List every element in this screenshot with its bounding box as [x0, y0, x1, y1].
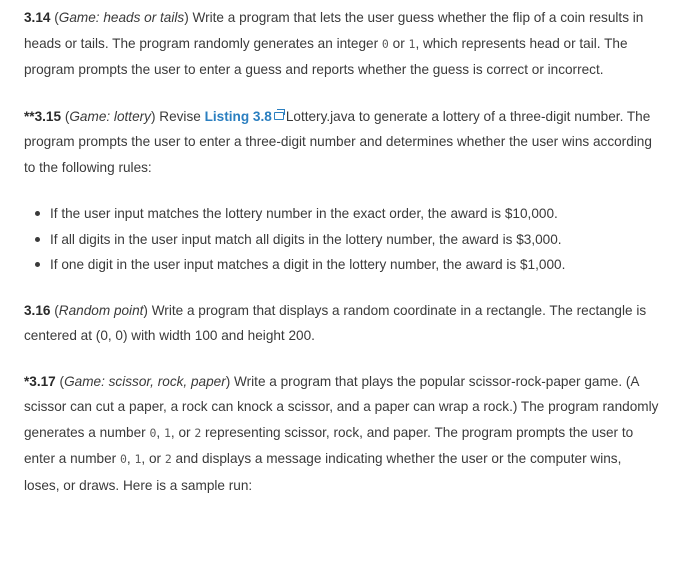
exercise-3-17 [24, 369, 660, 499]
exercise-text: and displays a message indicating whether the user or the computer wins, loses, or draws. Here is a sample run: [24, 451, 622, 493]
inline-code: 1 [134, 452, 142, 466]
spacer [24, 180, 660, 201]
exercise-number: 3.14 [24, 10, 51, 25]
spacer [24, 349, 660, 369]
exercise-text: Lottery.java to generate a lottery of a three-digit number. The program prompts the user to enter a three-digit number and determines whether the user wins according to the following rules: [24, 108, 652, 175]
exercise-title: Game: scissor, rock, paper [64, 373, 226, 389]
exercise-text: ) Write a program that plays the popular scissor-rock-paper game. (A scissor can cut a paper, a rock can knock a scissor, and a paper can wrap a rock.) The program randomly generates a number [24, 373, 659, 440]
exercise-title: Random point [58, 302, 144, 318]
exercise-text: , or [170, 424, 195, 440]
inline-code: 0 [119, 452, 127, 466]
paren: ( [50, 302, 59, 318]
list-item-text: If all digits in the user input match all digits in the lottery number, the award is $3,000. [50, 231, 562, 247]
exercise-number: **3.15 [24, 108, 62, 124]
exercise-text: or [388, 35, 409, 51]
list-item-text: If the user input matches the lottery number in the exact order, the award is $10,000. [50, 206, 558, 221]
list-item [38, 201, 660, 227]
inline-code: 0 [381, 36, 389, 51]
exercise-text: , or [141, 451, 165, 466]
exercise-text: ) Revise [150, 108, 205, 124]
spacer [24, 278, 660, 298]
listing-link[interactable]: Listing 3.8 [204, 108, 272, 124]
exercise-text: , [156, 424, 164, 440]
award-rules-list [24, 201, 660, 278]
inline-code: 2 [194, 425, 202, 440]
exercise-text: ) Write a program that lets the user guess whether the flip of a coin results in heads or tails. The program randomly generates an integer [24, 10, 644, 51]
paren: ( [55, 373, 65, 389]
exercise-number: 3.16 [24, 302, 51, 318]
exercise-3-14 [24, 5, 660, 83]
inline-code: 2 [164, 452, 172, 466]
paren: ( [50, 10, 59, 25]
bullet-icon [35, 237, 40, 242]
exercise-number: *3.17 [24, 373, 56, 389]
spacer [24, 83, 660, 104]
inline-code: 1 [163, 425, 171, 440]
exercise-text: , [126, 451, 135, 466]
list-item [38, 227, 660, 253]
exercise-3-16 [24, 298, 660, 349]
external-link-icon[interactable] [274, 112, 284, 120]
exercise-list [24, 5, 660, 498]
list-item-text: If one digit in the user input matches a digit in the lottery number, the award is $1,000. [50, 257, 566, 272]
exercise-title: Game: lottery [69, 108, 151, 124]
paren: ( [61, 108, 70, 124]
exercise-text: ) Write a program that displays a random coordinate in a rectangle. The rectangle is centered at (0, 0) with width 100 and height 200. [24, 302, 647, 343]
exercise-title: Game: heads or tails [58, 10, 185, 25]
exercise-3-15 [24, 104, 660, 181]
inline-code: 0 [149, 425, 157, 440]
exercise-text: , which represents head or tail. The program prompts the user to enter a guess and reports whether the guess is correct or incorrect. [24, 35, 628, 77]
inline-code: 1 [408, 36, 416, 51]
list-item [38, 252, 660, 278]
bullet-icon [35, 211, 40, 216]
exercise-text: representing scissor, rock, and paper. The program prompts the user to enter a number [24, 424, 634, 466]
bullet-icon [35, 262, 40, 267]
